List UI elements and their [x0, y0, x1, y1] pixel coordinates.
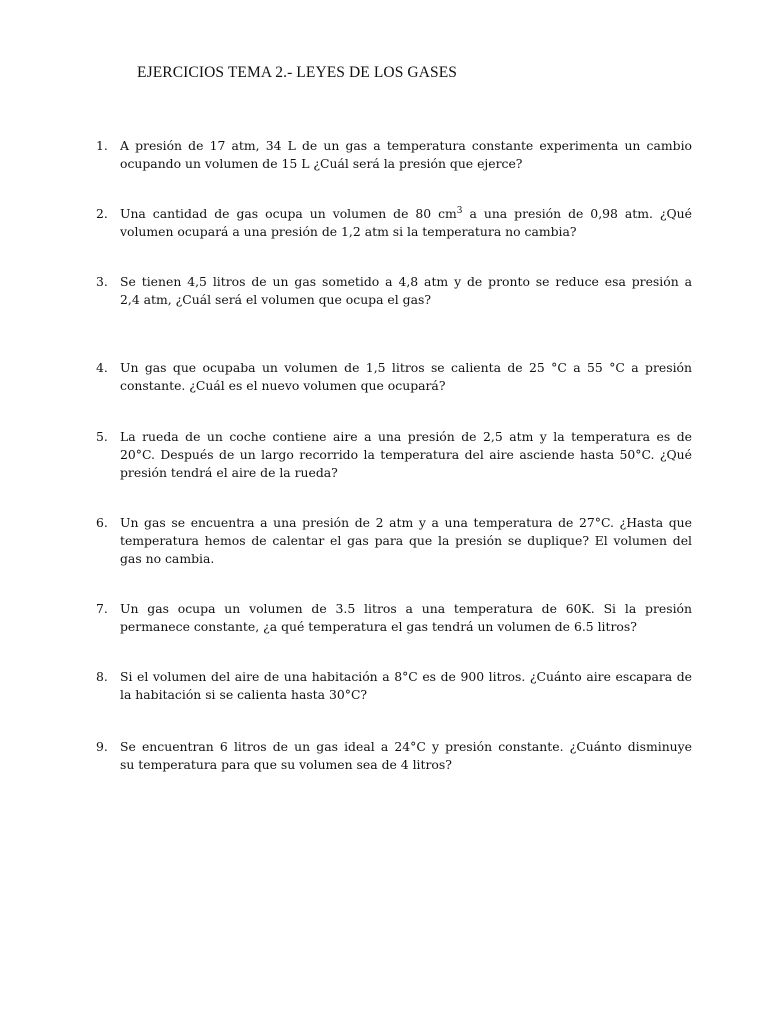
exercise-line: Un gas se encuentra a una presión de 2 atm y a una temperatura de 27°C. ¿Hasta que [120, 515, 692, 530]
exercise-line: La rueda de un coche contiene aire a una presión de 2,5 atm y la temperatura es de [120, 429, 692, 444]
exercise-line: ocupando un volumen de 15 L ¿Cuál será la presión que ejerce? [120, 156, 523, 171]
exercise-line: A presión de 17 atm, 34 L de un gas a temperatura constante experimenta un cambio [120, 138, 692, 153]
exercise-number: 6. [96, 515, 108, 530]
exercise-line-part: Una cantidad de gas ocupa un volumen de 80 cm [120, 206, 457, 221]
superscript: 3 [456, 206, 463, 216]
exercise-line: Si el volumen del aire de una habitación a 8°C es de 900 litros. ¿Cuánto aire escapara de [120, 669, 692, 684]
exercise-text [120, 600, 692, 636]
exercise-line: Se tienen 4,5 litros de un gas sometido a 4,8 atm y de pronto se reduce esa presión a [120, 274, 692, 289]
page-title: EJERCICIOS TEMA 2.- LEYES DE LOS GASES [137, 64, 457, 81]
exercise-number: 4. [96, 360, 108, 375]
exercise-line: Un gas que ocupaba un volumen de 1,5 litros se calienta de 25 °C a 55 °C a presión [120, 360, 692, 375]
exercise-number: 8. [96, 669, 108, 684]
exercise-line: permanece constante, ¿a qué temperatura el gas tendrá un volumen de 6.5 litros? [120, 619, 637, 634]
exercise-text [120, 738, 692, 774]
exercise-line: constante. ¿Cuál es el nuevo volumen que ocupará? [120, 378, 446, 393]
exercise-line: presión tendrá el aire de la rueda? [120, 465, 338, 480]
exercise-number: 1. [96, 138, 108, 153]
exercise-number: 7. [96, 601, 108, 616]
exercise-text [120, 514, 692, 568]
exercise-number: 2. [96, 206, 108, 221]
exercise-line: volumen ocupará a una presión de 1,2 atm si la temperatura no cambia? [120, 224, 577, 239]
exercise-line: 2,4 atm, ¿Cuál será el volumen que ocupa el gas? [120, 292, 431, 307]
exercise-line: Un gas ocupa un volumen de 3.5 litros a una temperatura de 60K. Si la presión [120, 601, 692, 616]
exercise-text [120, 137, 692, 173]
exercise-line: 20°C. Después de un largo recorrido la temperatura del aire asciende hasta 50°C. ¿Qué [120, 447, 692, 462]
exercise-text [120, 359, 692, 395]
exercise-line: Se encuentran 6 litros de un gas ideal a 24°C y presión constante. ¿Cuánto disminuye [120, 739, 692, 754]
exercise-line: su temperatura para que su volumen sea de 4 litros? [120, 757, 452, 772]
exercise-text [120, 273, 692, 309]
exercise-line [120, 205, 692, 223]
exercise-text [120, 205, 692, 241]
exercise-line: la habitación si se calienta hasta 30°C? [120, 687, 368, 702]
exercise-number: 3. [96, 274, 108, 289]
exercise-line-part: a una presión de 0,98 atm. ¿Qué [462, 206, 692, 221]
exercise-line: temperatura hemos de calentar el gas para que la presión se duplique? El volumen del [120, 533, 692, 548]
exercise-number: 9. [96, 739, 108, 754]
exercise-line: gas no cambia. [120, 551, 215, 566]
exercise-text [120, 668, 692, 704]
exercise-number: 5. [96, 429, 108, 444]
exercise-text [120, 428, 692, 482]
